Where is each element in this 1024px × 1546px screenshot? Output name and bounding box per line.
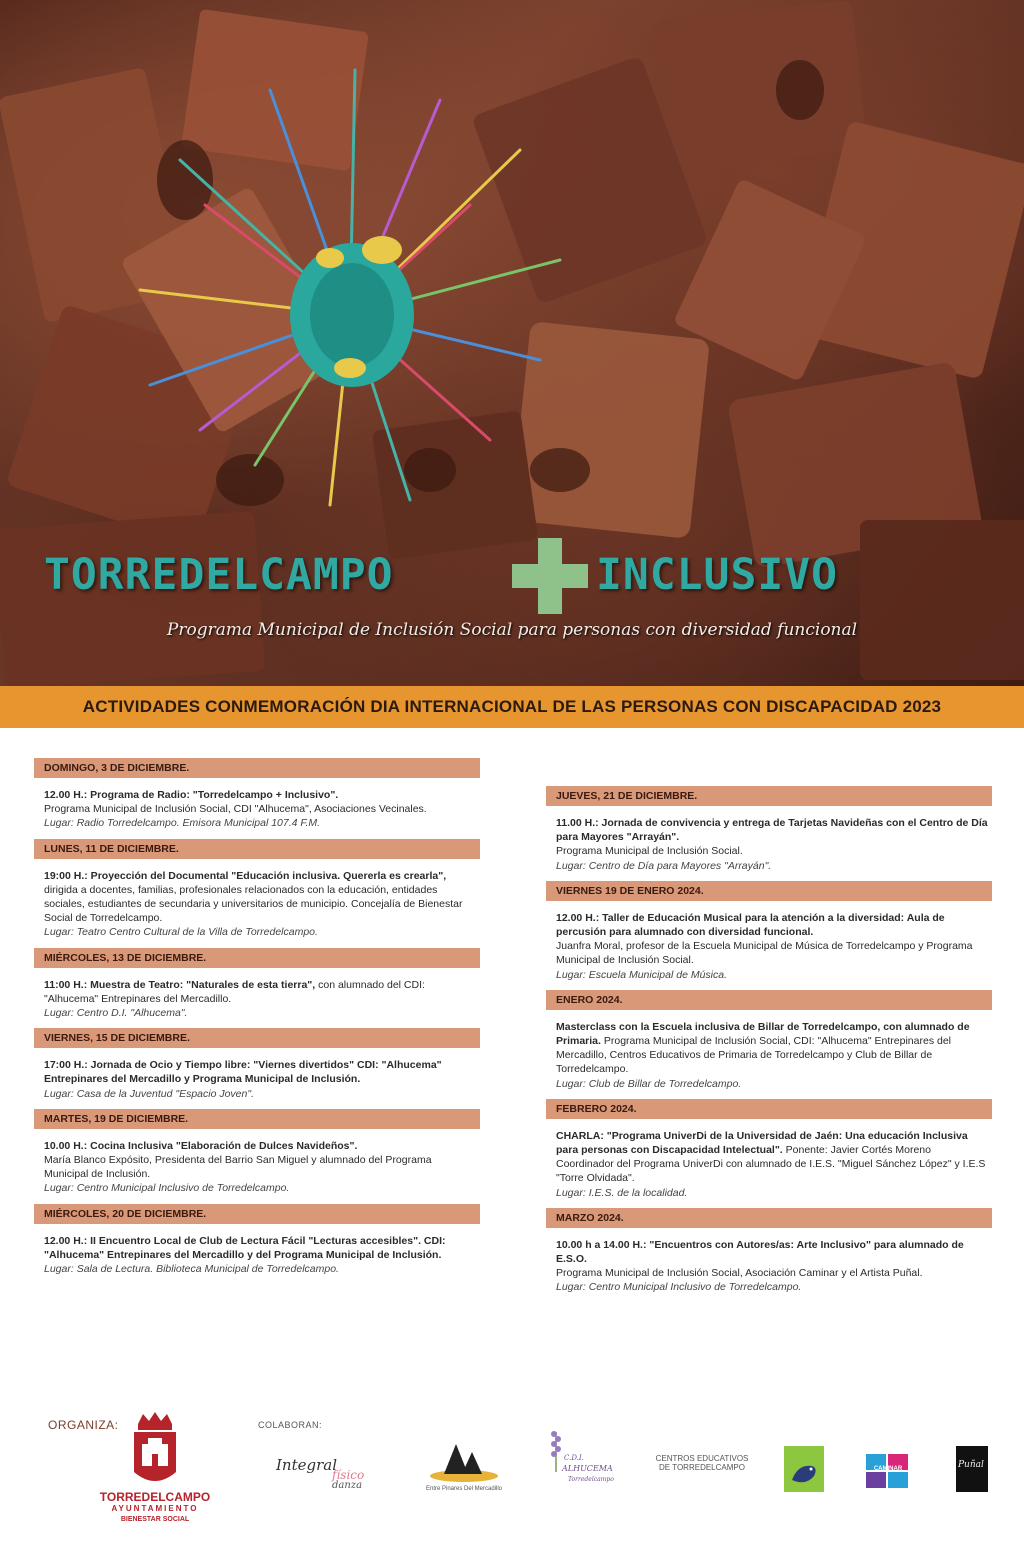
centros-text-2: DE TORREDELCAMPO [659, 1463, 745, 1472]
event-date: MARZO 2024. [546, 1208, 992, 1228]
event-title: 12.00 H.: II Encuentro Local de Club de Lectura Fácil "Lecturas accesibles". CDI: "Alhucema" Entrepinares del Mercadillo y del Programa Municipal de Inclusión. [44, 1234, 446, 1261]
integral-text: Integral [276, 1456, 338, 1474]
ayuntamiento-logo [90, 1410, 220, 1530]
event-place: Lugar: Escuela Municipal de Música. [556, 968, 728, 981]
event-text: Programa Municipal de Inclusión Social, CDI "Alhucema", Asociaciones Vecinales. [44, 803, 427, 816]
event-date: JUEVES, 21 DE DICIEMBRE. [546, 786, 992, 806]
ayto-name: TORREDELCAMPO [99, 1490, 211, 1504]
event-place: Lugar: Radio Torredelcampo. Emisora Municipal 107.4 F.M. [44, 817, 321, 830]
event-place: Lugar: Centro de Día para Mayores "Arrayán". [556, 859, 772, 872]
event-place: Lugar: Sala de Lectura. Biblioteca Municipal de Torredelcampo. [44, 1263, 339, 1276]
event-item [546, 1099, 992, 1200]
event-text: Programa Municipal de Inclusión Social. [556, 845, 743, 858]
bird-icon [784, 1446, 824, 1492]
event-place: Lugar: Centro D.I. "Alhucema". [44, 1007, 188, 1020]
event-text: dirigida a docentes, familias, profesionales relacionados con la educación, entidades sociales, estudiantes de secundaria y universitarios de municipio. Concejalía de Bienestar Social de Torredelcampo. [44, 883, 463, 925]
centros-text-1: CENTROS EDUCATIVOS [655, 1454, 749, 1463]
event-title: 10.00 H.: Cocina Inclusiva "Elaboración de Dulces Navideños". [44, 1139, 358, 1152]
event-title: 11:00 H.: Muestra de Teatro: "Naturales de esta tierra", [44, 978, 316, 991]
event-place: Lugar: Teatro Centro Cultural de la Villa de Torredelcampo. [44, 926, 318, 939]
event-date: ENERO 2024. [546, 990, 992, 1010]
crown-castle-icon [90, 1410, 220, 1490]
plus-icon [512, 538, 588, 614]
event-date: VIERNES 19 DE ENERO 2024. [546, 881, 992, 901]
cdi-text-1: C.D.I. [564, 1454, 584, 1462]
right-column [546, 786, 992, 1303]
event-text: Programa Municipal de Inclusión Social, CDI: "Alhucema" Entrepinares del Mercadillo, Centros Educativos de Primaria de Torredelcampo y Club de Billar de Torredelcampo. [556, 1035, 951, 1076]
cdi-text-3: Torredelcampo [568, 1476, 614, 1483]
bird-logo [784, 1446, 824, 1492]
event-text: con alumnado del CDI: "Alhucema" Entrepinares del Mercadillo. [44, 978, 425, 1005]
event-date: FEBRERO 2024. [546, 1099, 992, 1119]
organiza-label: ORGANIZA: [48, 1418, 119, 1432]
event-place: Lugar: Club de Billar de Torredelcampo. [556, 1077, 742, 1090]
event-title: 19:00 H.: Proyección del Documental "Educación inclusiva. Quererla es crearla", [44, 869, 447, 882]
event-item [546, 990, 992, 1091]
hero-image [0, 0, 1024, 686]
event-place: Lugar: I.E.S. de la localidad. [556, 1186, 688, 1199]
event-title: 11.00 H.: Jornada de convivencia y entrega de Tarjetas Navideñas con el Centro de Día para Mayores "Arrayán". [556, 817, 988, 844]
puzzle-logo [864, 1450, 912, 1490]
event-title: Masterclass con la Escuela inclusiva de Billar de Torredelcampo, con alumnado de Primaria. [556, 1020, 970, 1048]
event-date: DOMINGO, 3 DE DICIEMBRE. [34, 758, 480, 778]
program-subtitle: Programa Municipal de Inclusión Social para personas con diversidad funcional [166, 620, 858, 640]
event-item [34, 1109, 480, 1196]
event-text: Juanfra Moral, profesor de la Escuela Municipal de Música de Torredelcampo y Programa Municipal de Inclusión Social. [556, 940, 973, 967]
event-title: 10.00 h a 14.00 H.: "Encuentros con Autores/as: Arte Inclusivo" para alumnado de E.S.O. [556, 1238, 964, 1266]
event-place: Lugar: Centro Municipal Inclusivo de Torredelcampo. [44, 1182, 290, 1195]
event-item [546, 881, 992, 982]
event-text: María Blanco Expósito, Presidenta del Barrio San Miguel y alumnado del Programa Municipal de Inclusión. [44, 1154, 432, 1181]
punal-text: Puñal [958, 1460, 984, 1470]
event-item [34, 1204, 480, 1277]
event-item [34, 839, 480, 940]
pine-trees-icon [416, 1440, 512, 1482]
banner-text: ACTIVIDADES CONMEMORACIÓN DIA INTERNACIONAL DE LAS PERSONAS CON DISCAPACIDAD 2023 [82, 697, 942, 716]
event-title: CHARLA: "Programa UniverDi de la Universidad de Jaén: Una educación Inclusiva para personas con Discapacidad Intelectual". [556, 1129, 968, 1157]
integral-logo [276, 1456, 376, 1496]
colaboran-label: COLABORAN: [258, 1420, 323, 1430]
event-text: Ponente: Javier Cortés Moreno Coordinador del Programa UniverDi con alumnado de I.E.S. "Miguel Sánchez López" y I.E.S "Torre Olvidada". [556, 1144, 986, 1185]
cdi-text-2: ALHUCEMA [562, 1464, 613, 1473]
event-item [34, 758, 480, 831]
left-column [34, 758, 480, 1284]
event-text: Programa Municipal de Inclusión Social, Asociación Caminar y el Artista Puñal. [556, 1267, 923, 1280]
event-item [546, 786, 992, 873]
event-date: VIERNES, 15 DE DICIEMBRE. [34, 1028, 480, 1048]
punal-logo [956, 1446, 988, 1492]
entrepinares-text: Entre Pinares Del Mercadillo [425, 1486, 503, 1492]
cdi-alhucema-logo [544, 1428, 614, 1500]
event-title: 17:00 H.: Jornada de Ocio y Tiempo libre: "Viernes divertidos" CDI: "Alhucema" Entrepinares del Mercadillo y Programa Municipal de Inclusión. [44, 1059, 442, 1086]
event-item [34, 948, 480, 1021]
ayto-sub2: BIENESTAR SOCIAL [120, 1516, 190, 1523]
title-inclusivo: INCLUSIVO [596, 550, 838, 600]
event-date: MIÉRCOLES, 13 DE DICIEMBRE. [34, 948, 480, 968]
footer [0, 1400, 1024, 1546]
entrepinares-logo [416, 1440, 512, 1496]
puzzle-text: CAMINAR [873, 1466, 903, 1472]
activities-banner [0, 686, 1024, 728]
event-date: LUNES, 11 DE DICIEMBRE. [34, 839, 480, 859]
ayto-sub: AYUNTAMIENTO [111, 1504, 199, 1513]
title-torredelcampo: TORREDELCAMPO [44, 550, 394, 600]
event-place: Lugar: Centro Municipal Inclusivo de Torredelcampo. [556, 1281, 802, 1294]
integral-text-2: físico [332, 1468, 365, 1482]
centros-educativos-logo [644, 1454, 760, 1484]
event-title: 12.00 H.: Taller de Educación Musical para la atención a la diversidad: Aula de percusión para alumnado con diversidad funcional. [556, 911, 945, 939]
integral-text-3: danza [332, 1480, 363, 1491]
event-date: MIÉRCOLES, 20 DE DICIEMBRE. [34, 1204, 480, 1224]
event-title: 12.00 H.: Programa de Radio: "Torredelcampo + Inclusivo". [44, 789, 339, 801]
event-place: Lugar: Casa de la Juventud "Espacio Joven". [44, 1087, 254, 1100]
event-date: MARTES, 19 DE DICIEMBRE. [34, 1109, 480, 1129]
event-item [546, 1208, 992, 1295]
event-item [34, 1028, 480, 1101]
